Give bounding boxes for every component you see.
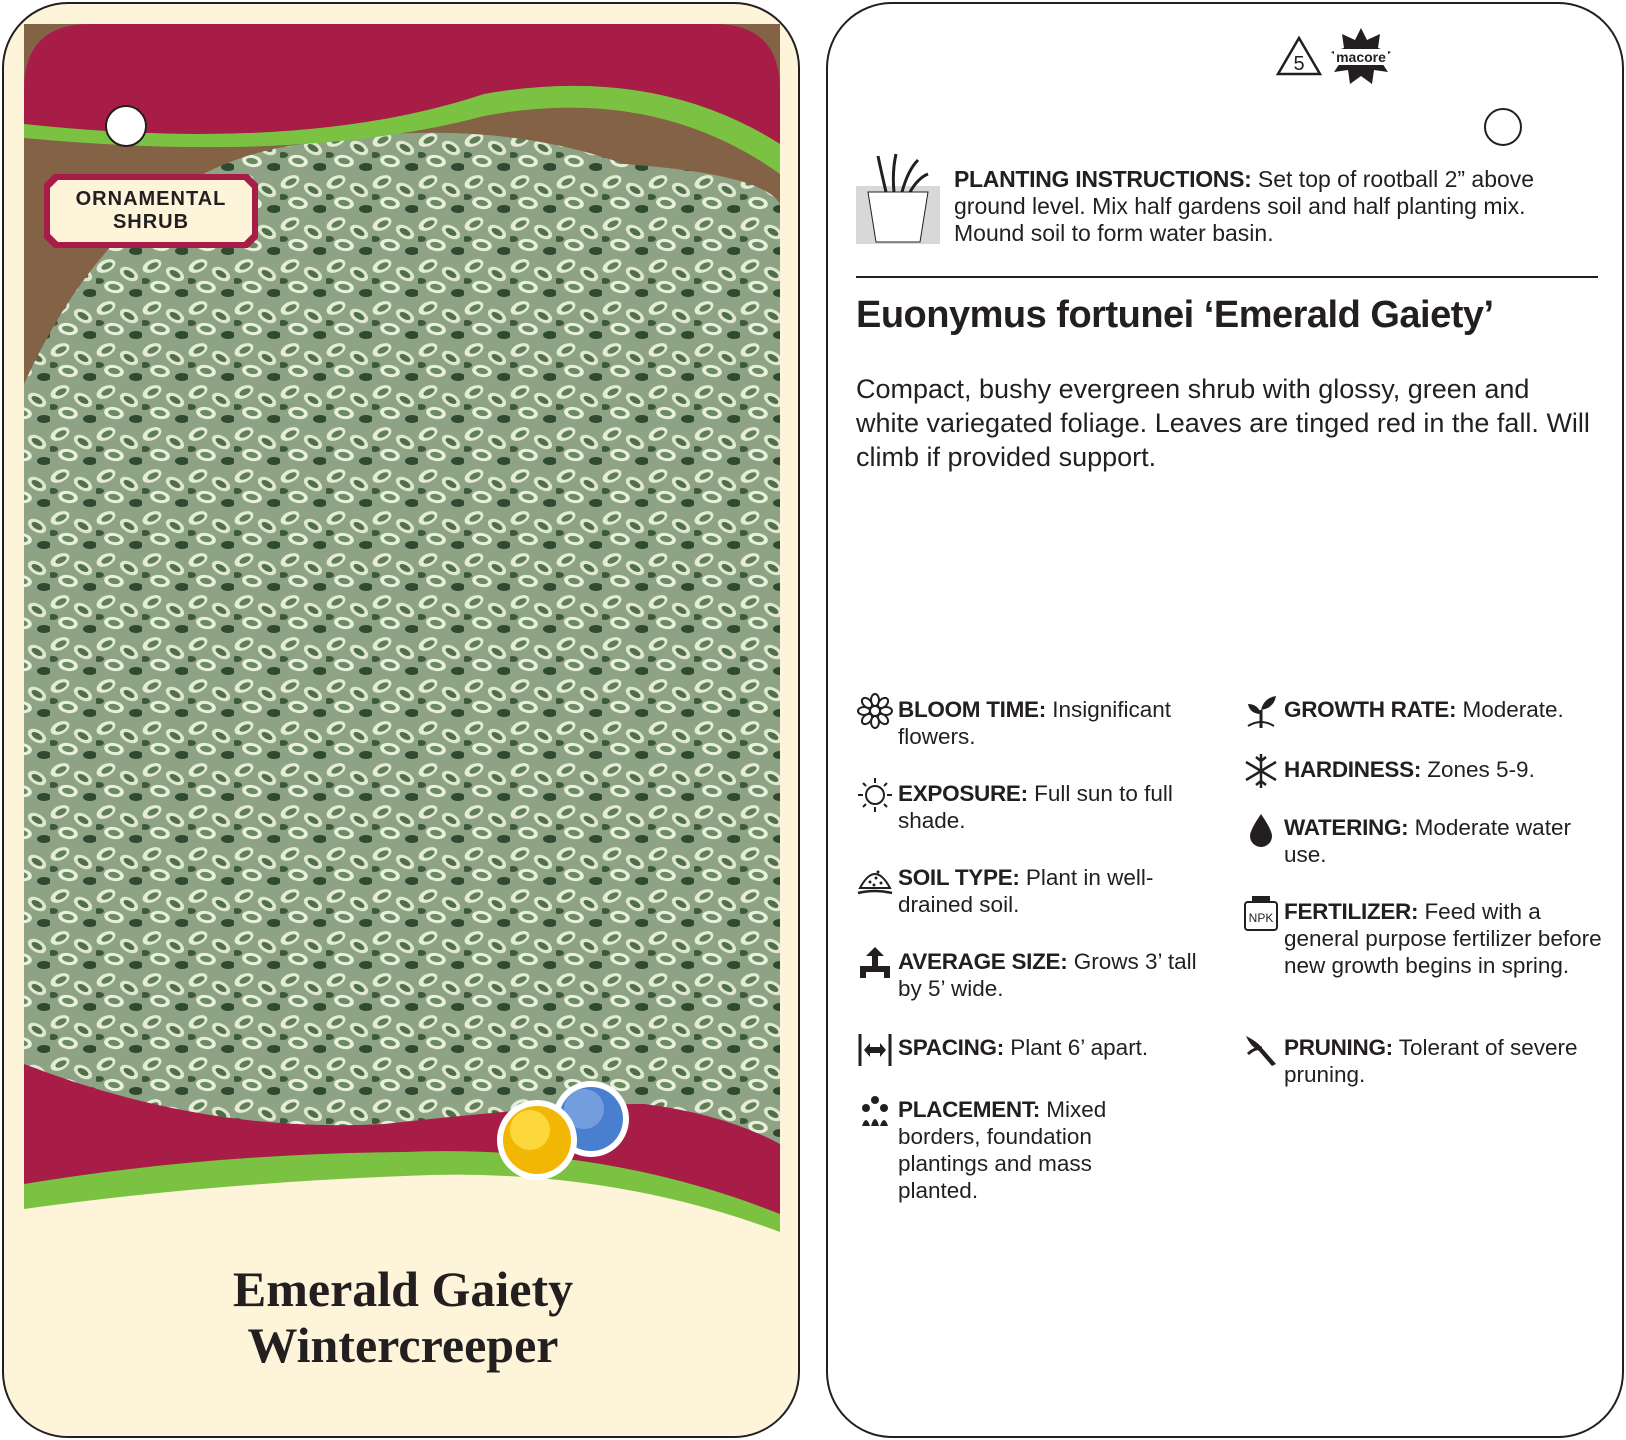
attribute-text: Plant in well-drained soil.: [898, 865, 1154, 917]
attribute-average-size: [898, 948, 1218, 1002]
attribute-spacing: [898, 1034, 1198, 1061]
attribute-text: Zones 5-9.: [1421, 757, 1535, 782]
attribute-placement: [898, 1096, 1158, 1204]
npk-text: NPK: [1248, 911, 1274, 925]
snowflake-icon: [1242, 752, 1280, 790]
common-name-line-2: Wintercreeper: [247, 1317, 559, 1373]
pruners-icon: [1242, 1030, 1280, 1068]
attribute-label: PLACEMENT:: [898, 1097, 1040, 1122]
attribute-soil-type: [898, 864, 1198, 918]
attribute-text: Moderate.: [1456, 697, 1564, 722]
attribute-text: Grows 3’ tall by 5’ wide.: [898, 949, 1197, 1001]
attribute-text: Feed with a general purpose fertilizer before new growth begins in spring.: [1284, 899, 1602, 978]
attribute-text: Full sun to full shade.: [898, 781, 1173, 833]
category-line-1: ORNAMENTAL: [75, 188, 227, 210]
soil-icon: [856, 860, 894, 898]
planting-instructions: [954, 166, 1594, 247]
planting-label: PLANTING INSTRUCTIONS:: [954, 166, 1252, 192]
attribute-label: WATERING:: [1284, 815, 1409, 840]
sun-icon: [856, 776, 894, 814]
front-tag: [2, 2, 800, 1438]
water-drop-icon: [1242, 810, 1280, 848]
hang-hole: [106, 106, 146, 146]
attribute-label: SOIL TYPE:: [898, 865, 1020, 890]
sprout-icon: [1242, 692, 1280, 730]
attribute-text: Plant 6’ apart.: [1003, 1035, 1149, 1060]
planting-pot-icon: [856, 152, 940, 246]
divider: [856, 276, 1598, 278]
hang-hole: [1484, 108, 1522, 146]
height-icon: [856, 944, 894, 982]
attribute-text: Mixed borders, foundation plantings and mass planted.: [898, 1097, 1107, 1203]
npk-icon: [1242, 894, 1280, 932]
attribute-label: EXPOSURE:: [898, 781, 1028, 806]
attribute-label: SPACING:: [898, 1035, 1004, 1060]
spacing-icon: [856, 1030, 894, 1068]
attribute-text: Tolerant of severe pruning.: [1284, 1035, 1578, 1087]
macore-logo: [1328, 26, 1394, 86]
attribute-pruning: [1284, 1034, 1604, 1088]
attribute-text: Insignificant flowers.: [898, 697, 1172, 749]
attribute-label: FERTILIZER:: [1284, 899, 1419, 924]
back-tag: [826, 2, 1624, 1438]
attribute-hardiness: [1284, 756, 1604, 783]
sun-dot-icon: [497, 1100, 577, 1180]
shrub-photo: [24, 133, 780, 1204]
common-name-line-1: Emerald Gaiety: [232, 1261, 574, 1317]
placement-icon: [856, 1092, 894, 1130]
attribute-label: HARDINESS:: [1284, 757, 1422, 782]
botanical-name: Euonymus fortunei ‘Emerald Gaiety’: [856, 294, 1494, 336]
category-badge: [40, 170, 262, 252]
attribute-bloom-time: [898, 696, 1198, 750]
attribute-text: Moderate water use.: [1284, 815, 1571, 867]
attribute-label: GROWTH RATE:: [1284, 697, 1457, 722]
recycle-icon: [1274, 34, 1324, 80]
recycle-number: 5: [1293, 53, 1305, 75]
attribute-label: PRUNING:: [1284, 1035, 1393, 1060]
macore-text: macore: [1336, 49, 1386, 65]
attribute-growth-rate: [1284, 696, 1604, 723]
plant-description: Compact, bushy evergreen shrub with glossy, green and white variegated foliage. Leaves are tinged red in the fall. Will climb if provided support.: [856, 374, 1590, 472]
attribute-exposure: [898, 780, 1198, 834]
attribute-label: AVERAGE SIZE:: [898, 949, 1068, 974]
category-line-2: SHRUB: [112, 211, 190, 233]
attribute-fertilizer: [1248, 898, 1604, 979]
planting-text: Set top of rootball 2” above ground level. Mix half gardens soil and half planting mix. Mound soil to form water basin.: [954, 166, 1535, 246]
flower-icon: [856, 692, 894, 730]
attribute-label: BLOOM TIME:: [898, 697, 1046, 722]
attribute-watering: [1284, 814, 1604, 868]
